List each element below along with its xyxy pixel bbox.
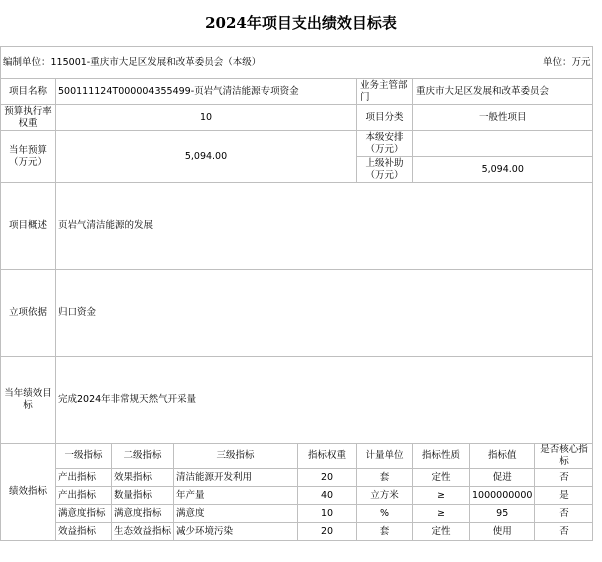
goal-value: 完成2024年非常规天然气开采量 [56, 357, 593, 444]
table-title: 2024年项目支出绩效目标表 [205, 14, 397, 32]
upper-label: 上级补助（万元） [357, 157, 413, 183]
indicator-level1: 产出指标 [56, 487, 112, 505]
indicator-nature: 定性 [413, 523, 470, 541]
row-basis [1, 270, 593, 357]
goal-label: 当年绩效目标 [1, 357, 56, 444]
indicator-value: 促进 [470, 469, 535, 487]
basis-label: 立项依据 [1, 270, 56, 357]
exec-weight-label: 预算执行率权重 [1, 105, 56, 131]
indicator-nature: ≥ [413, 487, 470, 505]
indicator-level1: 效益指标 [56, 523, 112, 541]
category-label: 项目分类 [357, 105, 413, 131]
header-level1: 一级指标 [56, 444, 112, 469]
unit-label: 编制单位： [3, 56, 51, 68]
table-row [1, 505, 593, 523]
currency-label: 单位：万元 [413, 47, 593, 79]
header-value: 指标值 [470, 444, 535, 469]
project-name-label: 项目名称 [1, 79, 56, 105]
indicator-level2: 效果指标 [112, 469, 174, 487]
indicator-level2: 满意度指标 [112, 505, 174, 523]
row-budget [1, 131, 593, 157]
indicator-unit: 套 [357, 469, 413, 487]
indicator-unit: % [357, 505, 413, 523]
indicator-unit: 立方米 [357, 487, 413, 505]
indicator-unit: 套 [357, 523, 413, 541]
indicator-nature: 定性 [413, 469, 470, 487]
local-label: 本级安排（万元） [357, 131, 413, 157]
project-name-value: 500111124T000004355499-页岩气清洁能源专项资金 [56, 79, 357, 105]
table-row [1, 469, 593, 487]
table-row [1, 523, 593, 541]
indicator-value: 1000000000 [470, 487, 535, 505]
performance-table [0, 46, 593, 541]
indicator-level3: 年产量 [174, 487, 298, 505]
indicator-level3: 减少环境污染 [174, 523, 298, 541]
header-unit: 计量单位 [357, 444, 413, 469]
indicator-nature: ≥ [413, 505, 470, 523]
indicator-weight: 40 [298, 487, 357, 505]
row-goal [1, 357, 593, 444]
header-core: 是否核心指标 [535, 444, 593, 469]
header-level2: 二级指标 [112, 444, 174, 469]
indicator-header-row [1, 444, 593, 469]
overview-value: 页岩气清洁能源的发展 [56, 183, 593, 270]
exec-weight-value: 10 [56, 105, 357, 131]
indicator-weight: 20 [298, 523, 357, 541]
dept-label: 业务主管部门 [357, 79, 413, 105]
indicator-value: 使用 [470, 523, 535, 541]
header-nature: 指标性质 [413, 444, 470, 469]
budget-value: 5,094.00 [56, 131, 357, 183]
unit-row [1, 47, 593, 79]
basis-value: 归口资金 [56, 270, 593, 357]
row-project-name [1, 79, 593, 105]
indicator-level2: 生态效益指标 [112, 523, 174, 541]
indicator-core: 否 [535, 523, 593, 541]
unit-value: 115001-重庆市大足区发展和改革委员会（本级） [50, 56, 262, 68]
category-value: 一般性项目 [413, 105, 593, 131]
row-exec-weight [1, 105, 593, 131]
indicator-level3: 清洁能源开发利用 [174, 469, 298, 487]
indicator-value: 95 [470, 505, 535, 523]
local-value [413, 131, 593, 157]
dept-value: 重庆市大足区发展和改革委员会 [413, 79, 593, 105]
indicator-core: 是 [535, 487, 593, 505]
indicator-level1: 产出指标 [56, 469, 112, 487]
indicator-weight: 20 [298, 469, 357, 487]
upper-value: 5,094.00 [413, 157, 593, 183]
indicator-core: 否 [535, 505, 593, 523]
header-weight: 指标权重 [298, 444, 357, 469]
perf-label: 绩效指标 [1, 444, 56, 541]
budget-label: 当年预算（万元） [1, 131, 56, 183]
indicator-level1: 满意度指标 [56, 505, 112, 523]
header-level3: 三级指标 [174, 444, 298, 469]
indicator-level3: 满意度 [174, 505, 298, 523]
indicator-level2: 数量指标 [112, 487, 174, 505]
row-overview [1, 183, 593, 270]
table-row [1, 487, 593, 505]
indicator-weight: 10 [298, 505, 357, 523]
indicator-core: 否 [535, 469, 593, 487]
overview-label: 项目概述 [1, 183, 56, 270]
